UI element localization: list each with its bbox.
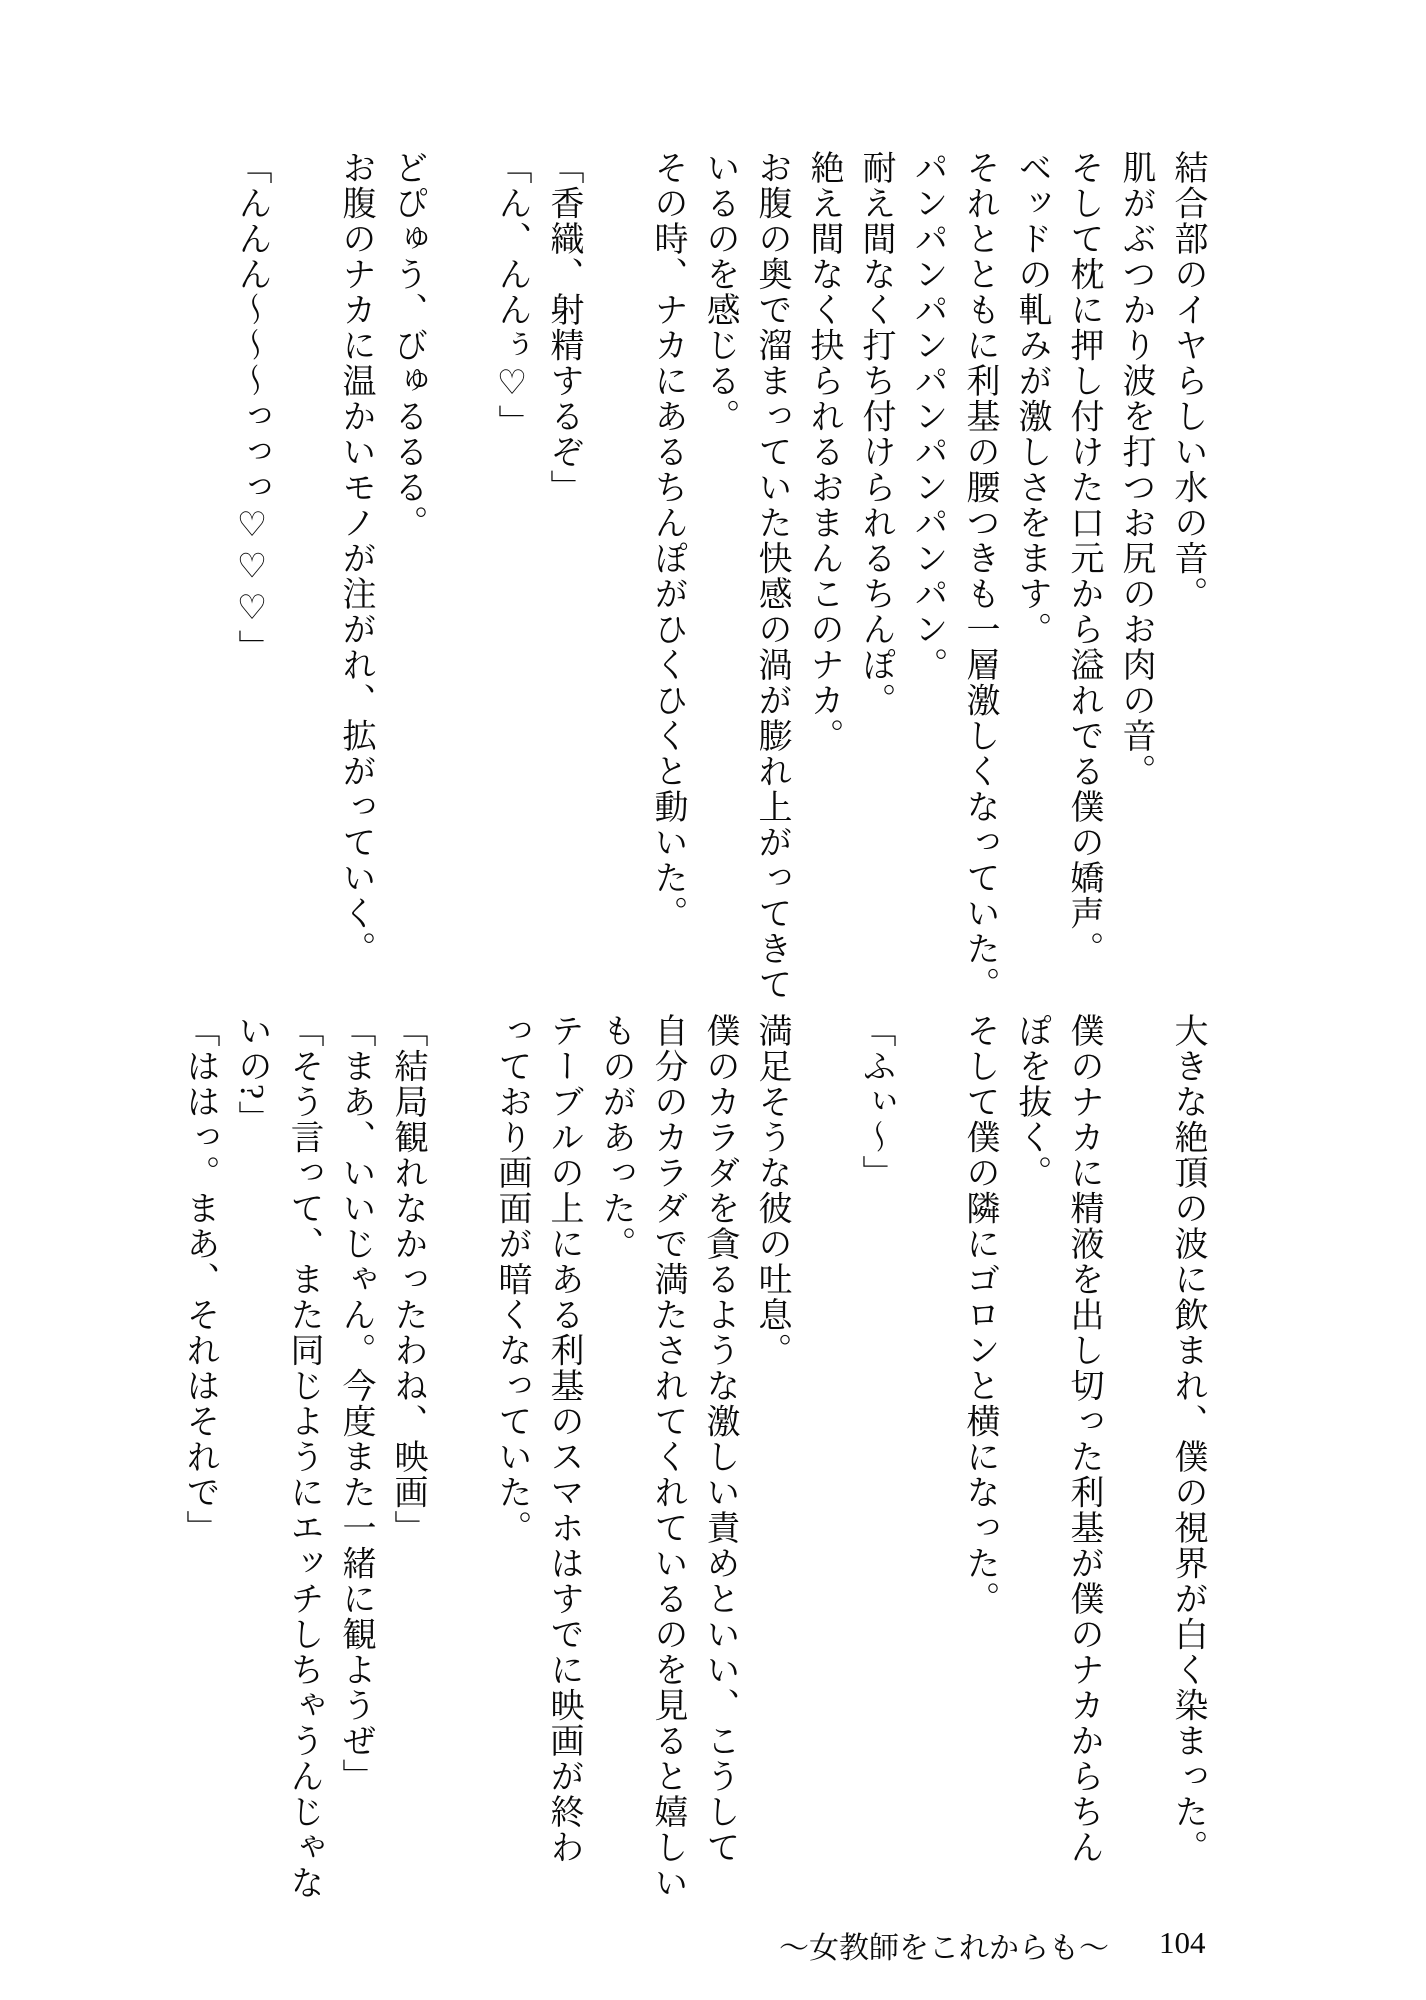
- text-column: 「ははっ。まあ、それはそれで」: [181, 1013, 218, 1546]
- text-column: [433, 150, 485, 1040]
- text-column: 「まあ、いいじゃん。今度また一緒に観ようぜ」: [337, 1013, 374, 1794]
- text-column: 肌がぶつかり波を打つお尻のお肉の音。: [1117, 150, 1154, 789]
- text-column: [1109, 1013, 1161, 1903]
- text-column: どぴゅう、びゅるるる。: [389, 150, 426, 541]
- text-column: お腹の奥で溜まっていた快感の渦が膨れ上がってきて: [753, 150, 790, 1002]
- text-column: ぽを抜く。: [1013, 1013, 1050, 1191]
- text-column: 結合部のイヤらしい水の音。: [1169, 150, 1206, 612]
- page-number: 104: [1159, 1925, 1206, 1960]
- text-column: 「そう言って、また同じようにエッチしちゃうんじゃな: [285, 1013, 322, 1901]
- text-column: ものがあった。: [597, 1013, 634, 1262]
- text-column: [797, 1013, 849, 1903]
- text-column: [901, 1013, 953, 1903]
- text-column: いの?」: [233, 1013, 270, 1137]
- text-column: その時、ナカにあるちんぽがひくひくと動いた。: [649, 150, 686, 931]
- text-column: 「んんん〜〜〜っっっ♡♡♡」: [233, 150, 270, 665]
- text-column: 絶え間なく抉られるおまんこのナカ。: [805, 150, 842, 754]
- text-column: っており画面が暗くなっていた。: [493, 1013, 530, 1546]
- text-column: [589, 150, 641, 1040]
- text-column: お腹のナカに温かいモノが注がれ、拡がっていく。: [337, 150, 374, 967]
- lower-text-block: [173, 1013, 1213, 1903]
- text-column: 「ん、んんぅ♡」: [493, 150, 530, 440]
- text-column: テーブルの上にある利基のスマホはすでに映画が終わ: [545, 1013, 582, 1865]
- text-column: 「結局観れなかったわね、映画」: [389, 1013, 426, 1546]
- text-column: いるのを感じる。: [701, 150, 738, 434]
- text-column: [433, 1013, 485, 1903]
- text-column: ベッドの軋みが激しさをます。: [1013, 150, 1050, 647]
- text-column: 「香織、射精するぞ」: [545, 150, 582, 505]
- text-column: [277, 150, 329, 1040]
- text-column: 僕のカラダを貪るような激しい責めといい、こうして: [701, 1013, 738, 1865]
- text-column: 大きな絶頂の波に飲まれ、僕の視界が白く染まった。: [1169, 1013, 1206, 1865]
- text-column: 耐え間なく打ち付けられるちんぽ。: [857, 150, 894, 718]
- text-column: 自分のカラダで満たされてくれているのを見ると嬉しい: [649, 1013, 686, 1901]
- text-column: そして枕に押し付けた口元から溢れでる僕の嬌声。: [1065, 150, 1102, 967]
- text-column: 僕のナカに精液を出し切った利基が僕のナカからちん: [1065, 1013, 1102, 1865]
- upper-text-block: [225, 150, 1213, 1040]
- text-column: そして僕の隣にゴロンと横になった。: [961, 1013, 998, 1617]
- running-title: 〜女教師をこれからも〜: [779, 1932, 1109, 1965]
- text-column: 「ふぃ〜」: [857, 1013, 894, 1191]
- text-column: パンパンパンパンパンパンパン。: [909, 150, 946, 683]
- text-column: それとともに利基の腰つきも一層激しくなっていた。: [961, 150, 998, 1002]
- text-column: 満足そうな彼の吐息。: [753, 1013, 790, 1368]
